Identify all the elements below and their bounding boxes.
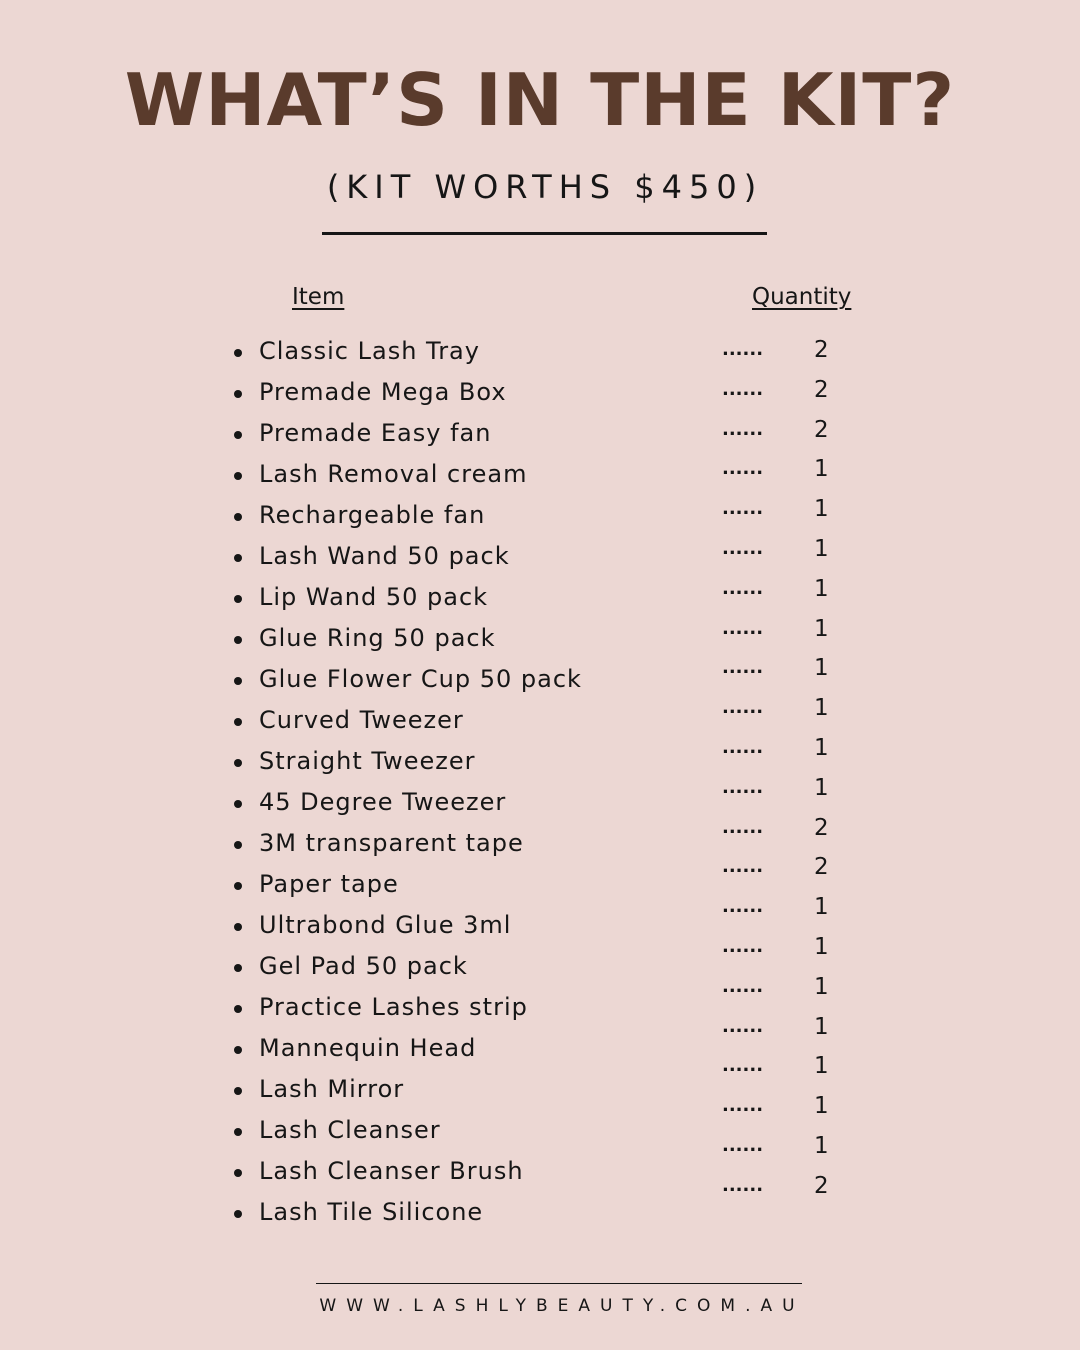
quantity-value: 1	[814, 575, 829, 602]
list-item	[232, 662, 582, 703]
dot-leader: ......	[722, 339, 764, 360]
list-item	[232, 785, 582, 826]
bullet-icon	[234, 431, 242, 439]
bullet-icon	[234, 554, 242, 562]
quantity-row	[722, 494, 862, 534]
list-item	[232, 1031, 582, 1072]
item-name: 45 Degree Tweezer	[259, 788, 507, 816]
quantity-row	[722, 653, 862, 693]
item-name: Classic Lash Tray	[259, 337, 480, 365]
quantity-value: 1	[814, 496, 829, 523]
item-name: Lash Cleanser Brush	[259, 1157, 524, 1185]
dot-leader: ......	[722, 975, 764, 997]
bullet-icon	[234, 472, 242, 480]
dot-leader: ......	[722, 1015, 764, 1037]
quantity-value: 1	[814, 615, 829, 642]
quantity-value: 1	[814, 774, 829, 801]
list-item	[232, 457, 582, 498]
quantity-value: 2	[814, 416, 829, 443]
dot-leader: ......	[722, 1095, 764, 1117]
list-item	[232, 826, 582, 867]
dot-leader: ......	[722, 816, 764, 838]
list-item	[232, 867, 582, 908]
quantity-row	[722, 335, 862, 375]
item-name: Mannequin Head	[259, 1034, 477, 1062]
item-name: Lip Wand 50 pack	[259, 583, 489, 611]
title-divider	[322, 232, 767, 235]
website-url: WWW.LASHLYBEAUTY.COM.AU	[319, 1296, 805, 1316]
list-item	[232, 949, 582, 990]
dot-leader: ......	[722, 776, 764, 798]
item-name: Paper tape	[259, 870, 399, 898]
quantity-value: 1	[814, 973, 829, 1000]
quantity-row	[722, 1012, 862, 1052]
list-item	[232, 744, 582, 785]
item-name: Glue Ring 50 pack	[259, 624, 496, 652]
bullet-icon	[234, 1005, 242, 1013]
quantity-value: 2	[814, 814, 829, 841]
dot-leader: ......	[722, 896, 764, 918]
bullet-icon	[234, 882, 242, 890]
list-item	[232, 498, 582, 539]
bullet-icon	[234, 349, 242, 357]
list-item	[232, 1113, 582, 1154]
item-name: Lash Removal cream	[259, 460, 528, 488]
quantity-value: 1	[814, 734, 829, 761]
item-column-header: Item	[292, 284, 345, 310]
item-name: Practice Lashes strip	[259, 993, 528, 1021]
quantity-row	[722, 1131, 862, 1171]
dot-leader: ......	[722, 378, 764, 400]
dot-leader: ......	[722, 1055, 764, 1077]
page-title: WHAT’S IN THE KIT?	[124, 58, 956, 142]
quantity-row	[722, 534, 862, 574]
bullet-icon	[234, 390, 242, 398]
quantity-row	[722, 454, 862, 494]
quantity-row	[722, 972, 862, 1012]
item-name: Glue Flower Cup 50 pack	[259, 665, 582, 693]
quantity-column-header: Quantity	[752, 284, 852, 310]
bullet-icon	[234, 841, 242, 849]
bullet-icon	[234, 636, 242, 644]
quantity-row	[722, 693, 862, 733]
bullet-icon	[234, 513, 242, 521]
quantity-row	[722, 415, 862, 455]
dot-leader: ......	[722, 458, 764, 480]
dot-leader: ......	[722, 657, 764, 679]
quantity-row	[722, 375, 862, 415]
quantity-value: 1	[814, 695, 829, 722]
quantity-value: 1	[814, 535, 829, 562]
dot-leader: ......	[722, 697, 764, 719]
quantity-value: 1	[814, 1093, 829, 1120]
bullet-icon	[234, 923, 242, 931]
quantity-value: 1	[814, 456, 829, 483]
quantity-row	[722, 892, 862, 932]
quantity-value: 1	[814, 1053, 829, 1080]
dot-leader: ......	[722, 498, 764, 520]
item-name: 3M transparent tape	[259, 829, 524, 857]
list-item	[232, 539, 582, 580]
list-item	[232, 1154, 582, 1195]
item-name: Lash Wand 50 pack	[259, 542, 510, 570]
bullet-icon	[234, 1169, 242, 1177]
quantity-value: 1	[814, 933, 829, 960]
item-name: Curved Tweezer	[259, 706, 464, 734]
dot-leader: ......	[722, 935, 764, 957]
item-name: Straight Tweezer	[259, 747, 476, 775]
dot-leader: ......	[722, 856, 764, 878]
quantity-value: 2	[814, 854, 829, 881]
quantity-list	[722, 335, 862, 1211]
quantity-value: 1	[814, 1013, 829, 1040]
quantity-row	[722, 733, 862, 773]
item-name: Premade Mega Box	[259, 378, 507, 406]
item-name: Lash Mirror	[259, 1075, 405, 1103]
item-name: Lash Tile Silicone	[259, 1198, 484, 1226]
dot-leader: ......	[722, 537, 764, 559]
item-name: Ultrabond Glue 3ml	[259, 911, 512, 939]
list-item	[232, 334, 582, 375]
quantity-value: 2	[814, 337, 829, 363]
quantity-row	[722, 614, 862, 654]
dot-leader: ......	[722, 1134, 764, 1156]
bullet-icon	[234, 718, 242, 726]
quantity-value: 2	[814, 1172, 829, 1199]
quantity-value: 2	[814, 376, 829, 403]
dot-leader: ......	[722, 577, 764, 599]
bullet-icon	[234, 759, 242, 767]
dot-leader: ......	[722, 1174, 764, 1196]
quantity-row	[722, 852, 862, 892]
dot-leader: ......	[722, 418, 764, 440]
list-item	[232, 908, 582, 949]
quantity-row	[722, 932, 862, 972]
list-item	[232, 703, 582, 744]
bullet-icon	[234, 595, 242, 603]
bullet-icon	[234, 1128, 242, 1136]
quantity-row	[722, 773, 862, 813]
quantity-row	[722, 1091, 862, 1131]
quantity-row	[722, 1051, 862, 1091]
list-item	[232, 990, 582, 1031]
quantity-value: 1	[814, 894, 829, 921]
bullet-icon	[234, 800, 242, 808]
list-item	[232, 1195, 582, 1236]
bullet-icon	[234, 1087, 242, 1095]
list-item	[232, 580, 582, 621]
kit-value-subtitle: (KIT WORTHS $450)	[326, 168, 764, 206]
bullet-icon	[234, 677, 242, 685]
quantity-row	[722, 813, 862, 853]
footer-divider	[316, 1283, 802, 1284]
item-list	[232, 334, 582, 1236]
item-name: Gel Pad 50 pack	[259, 952, 468, 980]
list-item	[232, 621, 582, 662]
item-name: Lash Cleanser	[259, 1116, 441, 1144]
dot-leader: ......	[722, 617, 764, 639]
list-item	[232, 375, 582, 416]
item-name: Premade Easy fan	[259, 419, 492, 447]
quantity-value: 1	[814, 1132, 829, 1159]
quantity-row	[722, 1171, 862, 1211]
dot-leader: ......	[722, 736, 764, 758]
bullet-icon	[234, 964, 242, 972]
list-item	[232, 416, 582, 457]
bullet-icon	[234, 1046, 242, 1054]
list-item	[232, 1072, 582, 1113]
quantity-row	[722, 574, 862, 614]
bullet-icon	[234, 1210, 242, 1218]
item-name: Rechargeable fan	[259, 501, 486, 529]
quantity-value: 1	[814, 655, 829, 682]
